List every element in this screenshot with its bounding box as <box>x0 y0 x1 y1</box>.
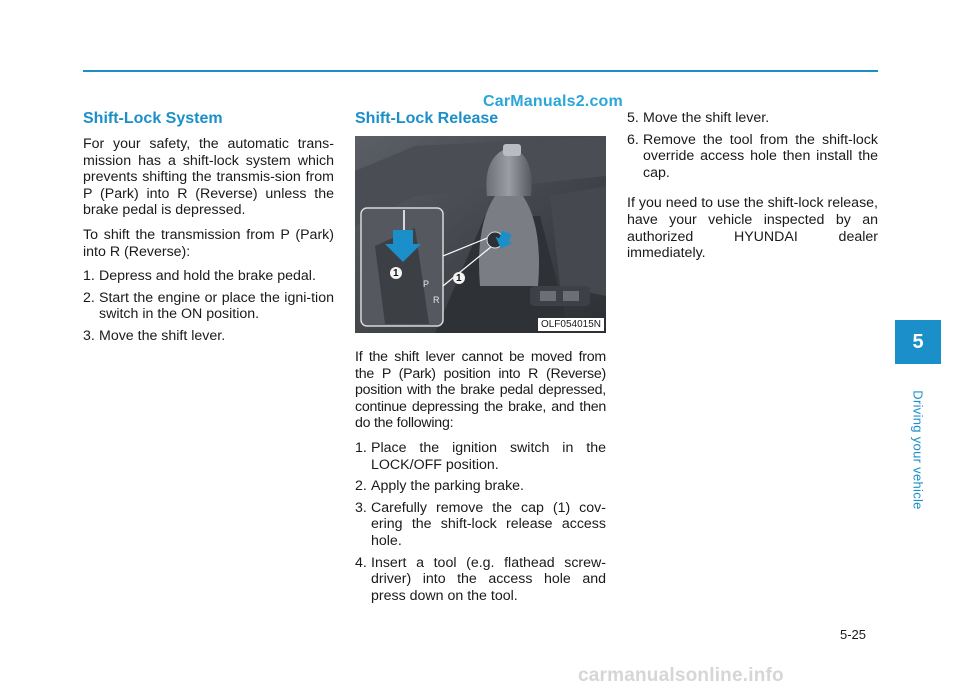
list-item: 2. Start the engine or place the igni-tion switch in the ON position. <box>83 289 334 323</box>
lead-paragraph: To shift the transmission from P (Park) into R (Reverse): <box>83 226 334 260</box>
column-shift-lock-release <box>355 110 606 609</box>
list-item: 3. Carefully remove the cap (1) cov-ering the shift-lock release access hole. <box>355 499 606 549</box>
list-item: 6. Remove the tool from the shift-lock override access hole then install the cap. <box>627 131 878 181</box>
release-intro-paragraph: If the shift lever cannot be moved from the P (Park) position into R (Reverse) position with the brake pedal depressed, continue depressing the brake, and then do the following: <box>355 349 606 432</box>
column-shift-lock-system <box>83 110 334 350</box>
callout-1-main: 1 <box>456 273 462 284</box>
continued-steps-list <box>627 110 878 181</box>
chapter-label: Driving your vehicle <box>910 390 926 510</box>
gear-r-label: R <box>433 295 440 305</box>
page-number: 5-25 <box>840 627 867 642</box>
list-item: 1. Place the ignition switch in the LOCK/OFF position. <box>355 439 606 473</box>
footer-watermark: carmanualsonline.info <box>578 665 784 686</box>
header-rule <box>83 70 878 72</box>
list-item: 3. Move the shift lever. <box>83 327 226 344</box>
callout-1-inset: 1 <box>393 268 399 279</box>
list-item: 2. Apply the parking brake. <box>355 478 525 495</box>
dealer-note: If you need to use the shift-lock release, have your vehicle inspected by an authorized HYUNDAI dealer immediately. <box>627 195 878 262</box>
shift-lever-figure <box>355 136 606 333</box>
list-item: 1. Depress and hold the brake pedal. <box>83 268 316 285</box>
release-steps-list <box>355 440 606 604</box>
intro-paragraph: For your safety, the automatic trans-mission has a shift-lock system which prevents shifting the transmis-sion from P (Park) into R (Reverse) unless the brake pedal is depressed. <box>83 136 334 219</box>
list-item: 4. Insert a tool (e.g. flathead screw-driver) into the access hole and press down on the tool. <box>355 554 606 604</box>
gear-p-label: P <box>423 279 430 289</box>
chapter-tab: 5 <box>895 320 941 364</box>
figure-code: OLF054015N <box>538 318 604 331</box>
section-title-shift-lock-release: Shift-Lock Release <box>355 110 499 127</box>
shift-lever-illustration <box>355 136 606 333</box>
section-title-shift-lock-system: Shift-Lock System <box>83 110 223 127</box>
watermark-link[interactable]: CarManuals2.com <box>483 93 623 110</box>
list-item: 5. Move the shift lever. <box>627 110 770 126</box>
column-continued <box>627 110 878 270</box>
steps-list <box>83 268 334 344</box>
